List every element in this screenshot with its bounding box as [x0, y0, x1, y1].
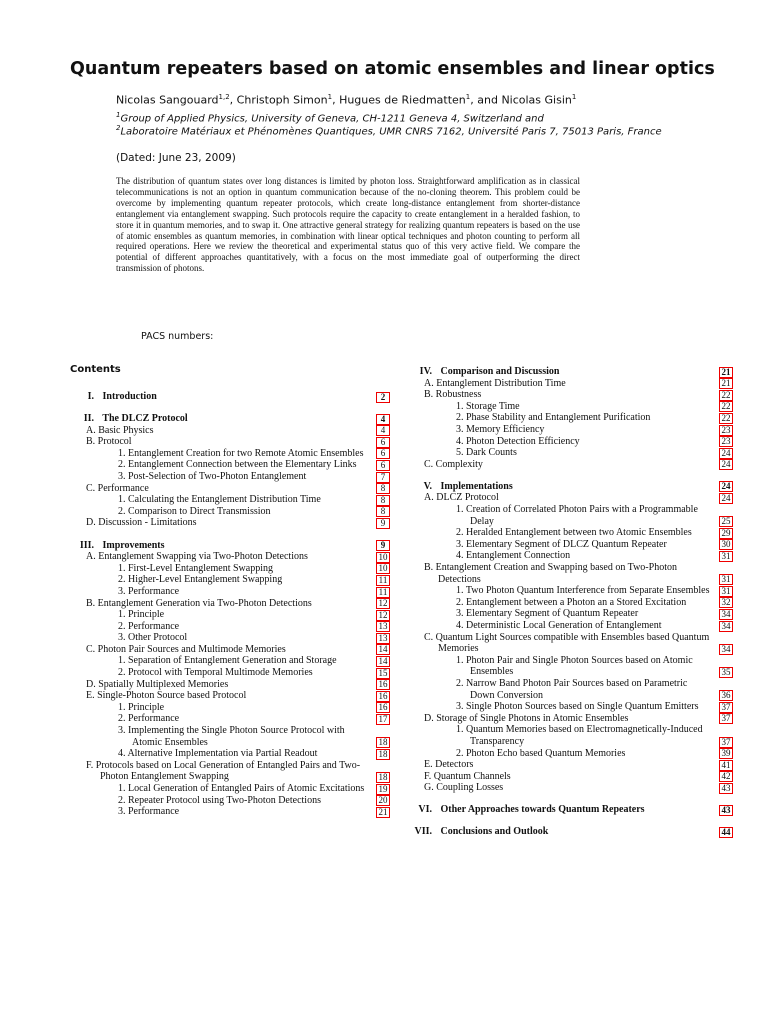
- author-name: Hugues de Riedmatten: [339, 93, 466, 107]
- toc-entry[interactable]: [408, 826, 733, 838]
- toc-page-link[interactable]: 4: [376, 414, 390, 425]
- toc-entry[interactable]: [70, 436, 390, 448]
- toc-entry[interactable]: [408, 771, 733, 783]
- toc-entry-title: Discussion - Limitations: [98, 517, 197, 529]
- toc-page-link[interactable]: 41: [719, 760, 733, 771]
- toc-page-link[interactable]: 34: [719, 609, 733, 620]
- toc-page-link[interactable]: 16: [376, 702, 390, 713]
- toc-entry-title: Photon Echo based Quantum Memories: [466, 747, 626, 759]
- toc-page-link[interactable]: 32: [719, 597, 733, 608]
- toc-entry-number: 4.: [456, 550, 464, 562]
- toc-column-right: [408, 366, 733, 838]
- toc-entry-number: E.: [86, 690, 95, 702]
- author-affiliation-mark: 1: [571, 93, 577, 101]
- toc-entry-title: Principle: [128, 701, 165, 713]
- toc-page-link[interactable]: 44: [719, 827, 733, 838]
- toc-entry[interactable]: [70, 563, 390, 575]
- contents-heading: Contents: [70, 364, 121, 375]
- toc-entry-title: Spatially Multiplexed Memories: [98, 678, 229, 690]
- toc-entry-title: Entanglement Generation via Two-Photon Detections: [97, 597, 312, 609]
- toc-entry-title: DLCZ Protocol: [436, 492, 499, 504]
- toc-entry[interactable]: [408, 459, 733, 471]
- toc-entry[interactable]: [70, 621, 390, 633]
- toc-page-link[interactable]: 8: [376, 506, 390, 517]
- toc-entry-number: VI.: [418, 804, 432, 816]
- toc-entry-title: Calculating the Entanglement Distribution Time: [128, 494, 321, 506]
- toc-entry[interactable]: [70, 748, 390, 760]
- toc-entry[interactable]: [70, 760, 390, 783]
- toc-entry-title: Coupling Losses: [436, 782, 504, 794]
- toc-entry-number: B.: [86, 597, 96, 609]
- toc-entry-title: Protocol with Temporal Multimode Memories: [128, 667, 313, 679]
- toc-entry-number: C.: [424, 631, 434, 643]
- toc-entry-title: Dark Counts: [466, 447, 517, 459]
- toc-entry-title: Comparison to Direct Transmission: [128, 505, 271, 517]
- toc-page-link[interactable]: 37: [719, 713, 733, 724]
- toc-entry-number: C.: [86, 643, 96, 655]
- toc-entry-title: Other Approaches towards Quantum Repeaters: [440, 804, 645, 816]
- toc-entry-number: 1.: [118, 783, 126, 794]
- toc-entry[interactable]: [408, 539, 733, 551]
- toc-page-link[interactable]: 6: [376, 460, 390, 471]
- toc-entry-number: B.: [424, 389, 434, 401]
- toc-entry-title: The DLCZ Protocol: [102, 413, 188, 425]
- affiliation-mark: 2: [116, 124, 121, 132]
- toc-entry[interactable]: [70, 702, 390, 714]
- toc-entry-number: IV.: [419, 366, 432, 377]
- toc-entry-title: Complexity: [435, 458, 483, 470]
- toc-page-link[interactable]: 36: [719, 690, 733, 701]
- toc-entry-title: Quantum Memories based on Electromagnetically-Induced Transparency: [466, 724, 703, 747]
- toc-entry[interactable]: [70, 506, 390, 518]
- toc-entry-title: Single-Photon Source based Protocol: [97, 690, 247, 702]
- toc-entry-number: 4.: [456, 435, 464, 447]
- toc-entry[interactable]: [70, 725, 390, 748]
- toc-entry-title: Phase Stability and Entanglement Purification: [466, 412, 651, 424]
- toc-entry[interactable]: [70, 517, 390, 529]
- toc-entry[interactable]: [70, 806, 390, 818]
- toc-entry-title: Basic Physics: [98, 424, 154, 436]
- toc-entry[interactable]: [408, 701, 733, 713]
- toc-entry-number: 2.: [118, 459, 126, 471]
- toc-entry-title: Single Photon Sources based on Single Quantum Emitters: [466, 701, 699, 713]
- toc-entry-title: Quantum Channels: [433, 770, 511, 782]
- author-name: Nicolas Sangouard: [116, 93, 219, 107]
- toc-entry-number: 3.: [118, 806, 126, 818]
- toc-page-link[interactable]: 22: [719, 401, 733, 412]
- toc-entry-number: 1.: [118, 609, 126, 621]
- toc-entry-title: Higher-Level Entanglement Swapping: [128, 574, 283, 586]
- toc-entry-number: 1.: [456, 400, 464, 412]
- toc-page-link[interactable]: 8: [376, 495, 390, 506]
- toc-page-link[interactable]: 22: [719, 413, 733, 424]
- toc-entry-title: Post-Selection of Two-Photon Entanglement: [128, 471, 307, 483]
- toc-entry-title: Performance: [128, 806, 180, 818]
- toc-entry-number: C.: [424, 458, 434, 470]
- toc-entry[interactable]: [408, 527, 733, 539]
- toc-entry-number: D.: [86, 517, 96, 529]
- toc-page-link[interactable]: 24: [719, 493, 733, 504]
- toc-entry[interactable]: [70, 586, 390, 598]
- toc-entry-title: Comparison and Discussion: [440, 366, 560, 377]
- toc-entry-number: VII.: [414, 826, 432, 838]
- affiliation-text: Group of Applied Physics, University of Geneva, CH-1211 Geneva 4, Switzerland and: [120, 113, 544, 125]
- toc-page-link[interactable]: 23: [719, 425, 733, 436]
- toc-entry-title: Elementary Segment of Quantum Repeater: [466, 608, 639, 620]
- toc-entry-title: Entanglement Connection: [466, 550, 571, 562]
- toc-page-link[interactable]: 12: [376, 598, 390, 609]
- toc-entry[interactable]: [70, 459, 390, 471]
- toc-entry-title: Quantum Light Sources compatible with Ensembles based Quantum Memories: [435, 631, 710, 655]
- toc-entry[interactable]: [70, 690, 390, 702]
- paper-title: Quantum repeaters based on atomic ensembles and linear optics: [70, 59, 715, 79]
- toc-entry-number: 1.: [456, 504, 464, 516]
- toc-entry[interactable]: [408, 655, 733, 678]
- toc-entry[interactable]: [70, 551, 390, 563]
- toc-entry-number: 3.: [118, 585, 126, 597]
- toc-entry-number: 3.: [456, 701, 464, 713]
- toc-page-link[interactable]: 31: [719, 551, 733, 562]
- toc-page-link[interactable]: 24: [719, 481, 733, 492]
- dated-line: (Dated: June 23, 2009): [116, 152, 236, 164]
- toc-entry[interactable]: [408, 424, 733, 436]
- toc-entry-title: Robustness: [435, 389, 482, 401]
- toc-entry[interactable]: [408, 481, 733, 493]
- affiliation-text: Laboratoire Matériaux et Phénomènes Quantiques, UMR CNRS 7162, Université Paris 7, 75013 Paris, France: [120, 126, 662, 138]
- toc-entry[interactable]: [70, 632, 390, 644]
- toc-entry-title: Protocols based on Local Generation of Entangled Pairs and Two-Photon Entanglement Swapping: [95, 759, 361, 783]
- toc-entry-number: 3.: [118, 632, 126, 644]
- toc-entry[interactable]: [70, 598, 390, 610]
- toc-entry-number: 2.: [118, 713, 126, 725]
- toc-entry[interactable]: [408, 713, 733, 725]
- toc-entry-title: Protocol: [97, 436, 132, 448]
- toc-entry-number: 5.: [456, 447, 464, 459]
- toc-page-link[interactable]: 34: [719, 621, 733, 632]
- toc-page-link[interactable]: 15: [376, 668, 390, 679]
- toc-entry[interactable]: [408, 620, 733, 632]
- toc-page-link[interactable]: 24: [719, 459, 733, 470]
- toc-entry[interactable]: [70, 574, 390, 586]
- toc-entry-title: Photon Pair Sources and Multimode Memories: [97, 643, 286, 655]
- toc-entry[interactable]: [70, 644, 390, 656]
- author-affiliation-mark: 1,2: [218, 93, 230, 101]
- toc-entry-title: Alternative Implementation via Partial Readout: [127, 748, 318, 760]
- toc-entry-title: Principle: [128, 609, 165, 621]
- toc-entry[interactable]: [70, 413, 390, 425]
- toc-entry-title: Performance: [128, 713, 180, 725]
- toc-entry[interactable]: [408, 804, 733, 816]
- toc-page-link[interactable]: 39: [719, 748, 733, 759]
- toc-entry-number: F.: [424, 770, 432, 782]
- toc-page-link[interactable]: 31: [719, 574, 733, 585]
- toc-entry-title: Storage of Single Photons in Atomic Ensembles: [436, 712, 629, 724]
- toc-page-link[interactable]: 16: [376, 691, 390, 702]
- toc-entry[interactable]: [408, 447, 733, 459]
- affiliation-mark: 1: [116, 111, 121, 119]
- toc-entry[interactable]: [408, 389, 733, 401]
- toc-entry-number: 4.: [456, 619, 464, 631]
- toc-entry-number: A.: [424, 492, 434, 504]
- toc-entry-number: E.: [424, 759, 433, 771]
- toc-entry-title: Deterministic Local Generation of Entanglement: [466, 619, 662, 631]
- author-affiliation-mark: 1: [465, 93, 471, 101]
- toc-entry-number: 3.: [118, 471, 126, 483]
- toc-entry-title: Introduction: [102, 391, 157, 402]
- toc-entry-title: Other Protocol: [128, 632, 188, 644]
- toc-page-link[interactable]: 30: [719, 539, 733, 550]
- toc-entry-title: Entanglement Creation and Swapping based on Two-Photon Detections: [435, 562, 677, 585]
- toc-entry-number: 1.: [118, 701, 126, 713]
- toc-entry-number: F.: [86, 759, 94, 771]
- toc-entry[interactable]: [408, 724, 733, 747]
- toc-page-link[interactable]: 17: [376, 714, 390, 725]
- toc-page-link[interactable]: 12: [376, 610, 390, 621]
- toc-page-link[interactable]: 6: [376, 437, 390, 448]
- affiliation: [116, 124, 662, 137]
- toc-entry[interactable]: [408, 678, 733, 701]
- toc-page-link[interactable]: 21: [719, 378, 733, 389]
- toc-entry[interactable]: [408, 608, 733, 620]
- toc-page-link[interactable]: 13: [376, 621, 390, 632]
- toc-entry-number: II.: [83, 413, 94, 425]
- toc-entry-number: 2.: [118, 574, 126, 586]
- toc-entry[interactable]: [70, 540, 390, 552]
- toc-entry[interactable]: [70, 783, 390, 795]
- toc-entry-title: Entanglement Connection between the Elementary Links: [128, 459, 357, 471]
- toc-page-link[interactable]: 4: [376, 425, 390, 436]
- toc-page-link[interactable]: 11: [376, 575, 390, 586]
- toc-entry-title: Conclusions and Outlook: [440, 826, 549, 838]
- toc-entry[interactable]: [70, 471, 390, 483]
- toc-page-link[interactable]: 43: [719, 805, 733, 816]
- toc-entry-number: D.: [86, 678, 96, 690]
- toc-entry[interactable]: [408, 401, 733, 413]
- toc-entry-number: A.: [86, 551, 96, 563]
- toc-entry-title: Performance: [97, 482, 149, 494]
- toc-entry-number: B.: [424, 562, 434, 573]
- toc-entry-number: 1.: [456, 585, 464, 597]
- toc-entry-number: 2.: [456, 412, 464, 424]
- toc-page-link[interactable]: 11: [376, 587, 390, 598]
- toc-entry-title: Narrow Band Photon Pair Sources based on Parametric Down Conversion: [466, 677, 688, 701]
- toc-entry[interactable]: [70, 655, 390, 667]
- toc-entry-title: Performance: [128, 585, 180, 597]
- toc-page-link[interactable]: 18: [376, 772, 390, 783]
- toc-entry-title: Implementations: [440, 480, 513, 492]
- toc-entry[interactable]: [70, 483, 390, 495]
- toc-page-link[interactable]: 16: [376, 679, 390, 690]
- author-name: Christoph Simon: [236, 93, 328, 107]
- toc-page-link[interactable]: 10: [376, 552, 390, 563]
- toc-page-link[interactable]: 24: [719, 448, 733, 459]
- toc-entry-number: 3.: [456, 608, 464, 620]
- toc-entry-title: Photon Detection Efficiency: [466, 435, 580, 447]
- toc-entry[interactable]: [70, 667, 390, 679]
- toc-entry-number: D.: [424, 712, 434, 724]
- toc-entry[interactable]: [408, 412, 733, 424]
- toc-entry-number: 1.: [118, 655, 126, 667]
- affiliation: [116, 111, 544, 124]
- toc-column-left: [70, 391, 390, 818]
- toc-entry-number: 2.: [118, 620, 126, 632]
- toc-page-link[interactable]: 22: [719, 390, 733, 401]
- toc-entry-title: Repeater Protocol using Two-Photon Detections: [128, 794, 321, 806]
- abstract: The distribution of quantum states over long distances is limited by photon loss. Straightforward amplification as in classical telecommunications is not an option in quantum communication because of the no-cloning theorem. This problem could be overcome by implementing quantum repeater protocols, which create long-distance entanglement from shorter-distance entanglement via entanglement swapping. Such protocols require the capacity to create entanglement in a heralded fashion, to store it in quantum memories, and to swap it. One attractive general strategy for realizing quantum repeaters is based on the use of atomic ensembles as quantum memories, in combination with linear optical techniques and photon counting to perform all required operations. Here we review the theoretical and experimental status quo of this very active field. We compare the potential of different approaches quantitatively, with a focus on the most immediate goal of outperforming the direct transmission of photons.: [116, 176, 580, 274]
- toc-entry[interactable]: [408, 504, 733, 527]
- toc-page-link[interactable]: 35: [719, 667, 733, 678]
- toc-entry[interactable]: [70, 679, 390, 691]
- toc-entry[interactable]: [408, 759, 733, 771]
- toc-page-link[interactable]: 31: [719, 586, 733, 597]
- toc-page-link[interactable]: 20: [376, 795, 390, 806]
- toc-page-link[interactable]: 14: [376, 656, 390, 667]
- toc-entry-number: B.: [86, 436, 96, 448]
- toc-entry[interactable]: [70, 448, 390, 460]
- toc-entry-title: Photon Pair and Single Photon Sources based on Atomic Ensembles: [466, 654, 693, 678]
- toc-entry[interactable]: [408, 436, 733, 448]
- toc-entry[interactable]: [70, 425, 390, 437]
- toc-page-link[interactable]: 13: [376, 633, 390, 644]
- toc-entry-title: Heralded Entanglement between two Atomic Ensembles: [466, 527, 692, 539]
- toc-entry-number: I.: [87, 391, 94, 402]
- toc-entry-title: Performance: [128, 620, 180, 632]
- toc-entry-number: 1.: [118, 494, 126, 506]
- toc-entry[interactable]: [408, 378, 733, 390]
- toc-entry-number: 1.: [456, 724, 464, 736]
- toc-entry-number: 2.: [456, 527, 464, 539]
- toc-page-link[interactable]: 19: [376, 784, 390, 795]
- toc-entry-title: Memory Efficiency: [466, 423, 545, 435]
- toc-entry-title: Creation of Correlated Photon Pairs with a Programmable Delay: [466, 504, 698, 527]
- toc-entry-title: First-Level Entanglement Swapping: [128, 562, 273, 574]
- toc-entry[interactable]: [408, 632, 733, 655]
- toc-page-link[interactable]: 37: [719, 737, 733, 748]
- toc-entry-title: Elementary Segment of DLCZ Quantum Repeater: [466, 538, 667, 550]
- toc-entry-title: Two Photon Quantum Interference from Separate Ensembles: [465, 585, 710, 597]
- toc-entry-title: Entanglement Distribution Time: [436, 377, 566, 389]
- toc-entry-number: 2.: [118, 794, 126, 806]
- toc-entry-number: V.: [423, 480, 432, 492]
- toc-entry-number: 2.: [456, 596, 464, 608]
- toc-page-link[interactable]: 25: [719, 516, 733, 527]
- toc-entry-title: Entanglement Creation for two Remote Atomic Ensembles: [128, 447, 364, 459]
- toc-entry-title: Implementing the Single Photon Source Protocol with Atomic Ensembles: [128, 725, 345, 748]
- toc-page-link[interactable]: 34: [719, 644, 733, 655]
- pacs-numbers: PACS numbers:: [141, 331, 214, 342]
- toc-entry-number: A.: [424, 377, 434, 389]
- author-name: Nicolas Gisin: [501, 93, 572, 107]
- toc-entry[interactable]: [70, 713, 390, 725]
- toc-page-link[interactable]: 37: [719, 702, 733, 713]
- toc-entry-title: Entanglement between a Photon an a Stored Excitation: [466, 596, 687, 608]
- toc-entry[interactable]: [70, 609, 390, 621]
- toc-page-link[interactable]: 18: [376, 749, 390, 760]
- toc-entry-number: 3.: [456, 538, 464, 550]
- toc-page-link[interactable]: 23: [719, 436, 733, 447]
- author-affiliation-mark: 1: [327, 93, 333, 101]
- toc-entry-number: III.: [79, 539, 94, 551]
- toc-entry[interactable]: [408, 492, 733, 504]
- toc-entry[interactable]: [70, 795, 390, 807]
- toc-entry[interactable]: [408, 585, 733, 597]
- toc-entry-number: G.: [424, 782, 434, 794]
- toc-page-link[interactable]: 29: [719, 528, 733, 539]
- toc-entry-number: 1.: [456, 654, 464, 666]
- toc-entry[interactable]: [70, 494, 390, 506]
- toc-page-link[interactable]: 10: [376, 563, 390, 574]
- toc-entry-number: 1.: [118, 562, 126, 574]
- toc-page-link[interactable]: 43: [719, 783, 733, 794]
- toc-page-link[interactable]: 6: [376, 448, 390, 459]
- toc-entry-number: 1.: [118, 447, 126, 459]
- toc-entry-title: Detectors: [435, 759, 474, 771]
- toc-entry[interactable]: [408, 562, 733, 585]
- toc-entry-number: 2.: [118, 667, 126, 679]
- toc-page-link[interactable]: 42: [719, 771, 733, 782]
- toc-page-link[interactable]: 21: [376, 807, 390, 818]
- toc-page-link[interactable]: 18: [376, 737, 390, 748]
- toc-page-link[interactable]: 8: [376, 483, 390, 494]
- toc-entry[interactable]: [408, 550, 733, 562]
- toc-page-link[interactable]: 2: [376, 392, 390, 403]
- toc-entry-number: 3.: [456, 423, 464, 435]
- toc-entry-title: Separation of Entanglement Generation and Storage: [128, 655, 337, 667]
- toc-page-link[interactable]: 14: [376, 644, 390, 655]
- toc-entry-number: 2.: [118, 505, 126, 517]
- toc-entry[interactable]: [408, 597, 733, 609]
- toc-entry-number: 3.: [118, 725, 126, 737]
- toc-page-link[interactable]: 7: [376, 472, 390, 483]
- toc-entry-number: 2.: [456, 747, 464, 759]
- toc-entry-title: Storage Time: [466, 400, 520, 412]
- toc-entry-number: 4.: [118, 748, 126, 760]
- toc-page-link[interactable]: 9: [376, 540, 390, 551]
- author-list: Nicolas Sangouard$^{1,2}$, Christoph Simon$^1$, Hugues de Riedmatten$^1$, and Nicolas Gisin$^1$: [116, 93, 577, 107]
- toc-entry-number: 2.: [456, 677, 464, 689]
- toc-page-link[interactable]: 21: [719, 367, 733, 378]
- toc-entry[interactable]: [408, 782, 733, 794]
- toc-entry-number: A.: [86, 424, 96, 436]
- toc-page-link[interactable]: 9: [376, 518, 390, 529]
- toc-entry[interactable]: [70, 391, 390, 403]
- toc-entry[interactable]: [408, 366, 733, 378]
- toc-entry[interactable]: [408, 748, 733, 760]
- toc-entry-title: Local Generation of Entangled Pairs of Atomic Excitations: [128, 783, 365, 794]
- toc-entry-title: Improvements: [102, 539, 165, 551]
- toc-entry-title: Entanglement Swapping via Two-Photon Detections: [98, 551, 308, 563]
- toc-entry-number: C.: [86, 482, 96, 494]
